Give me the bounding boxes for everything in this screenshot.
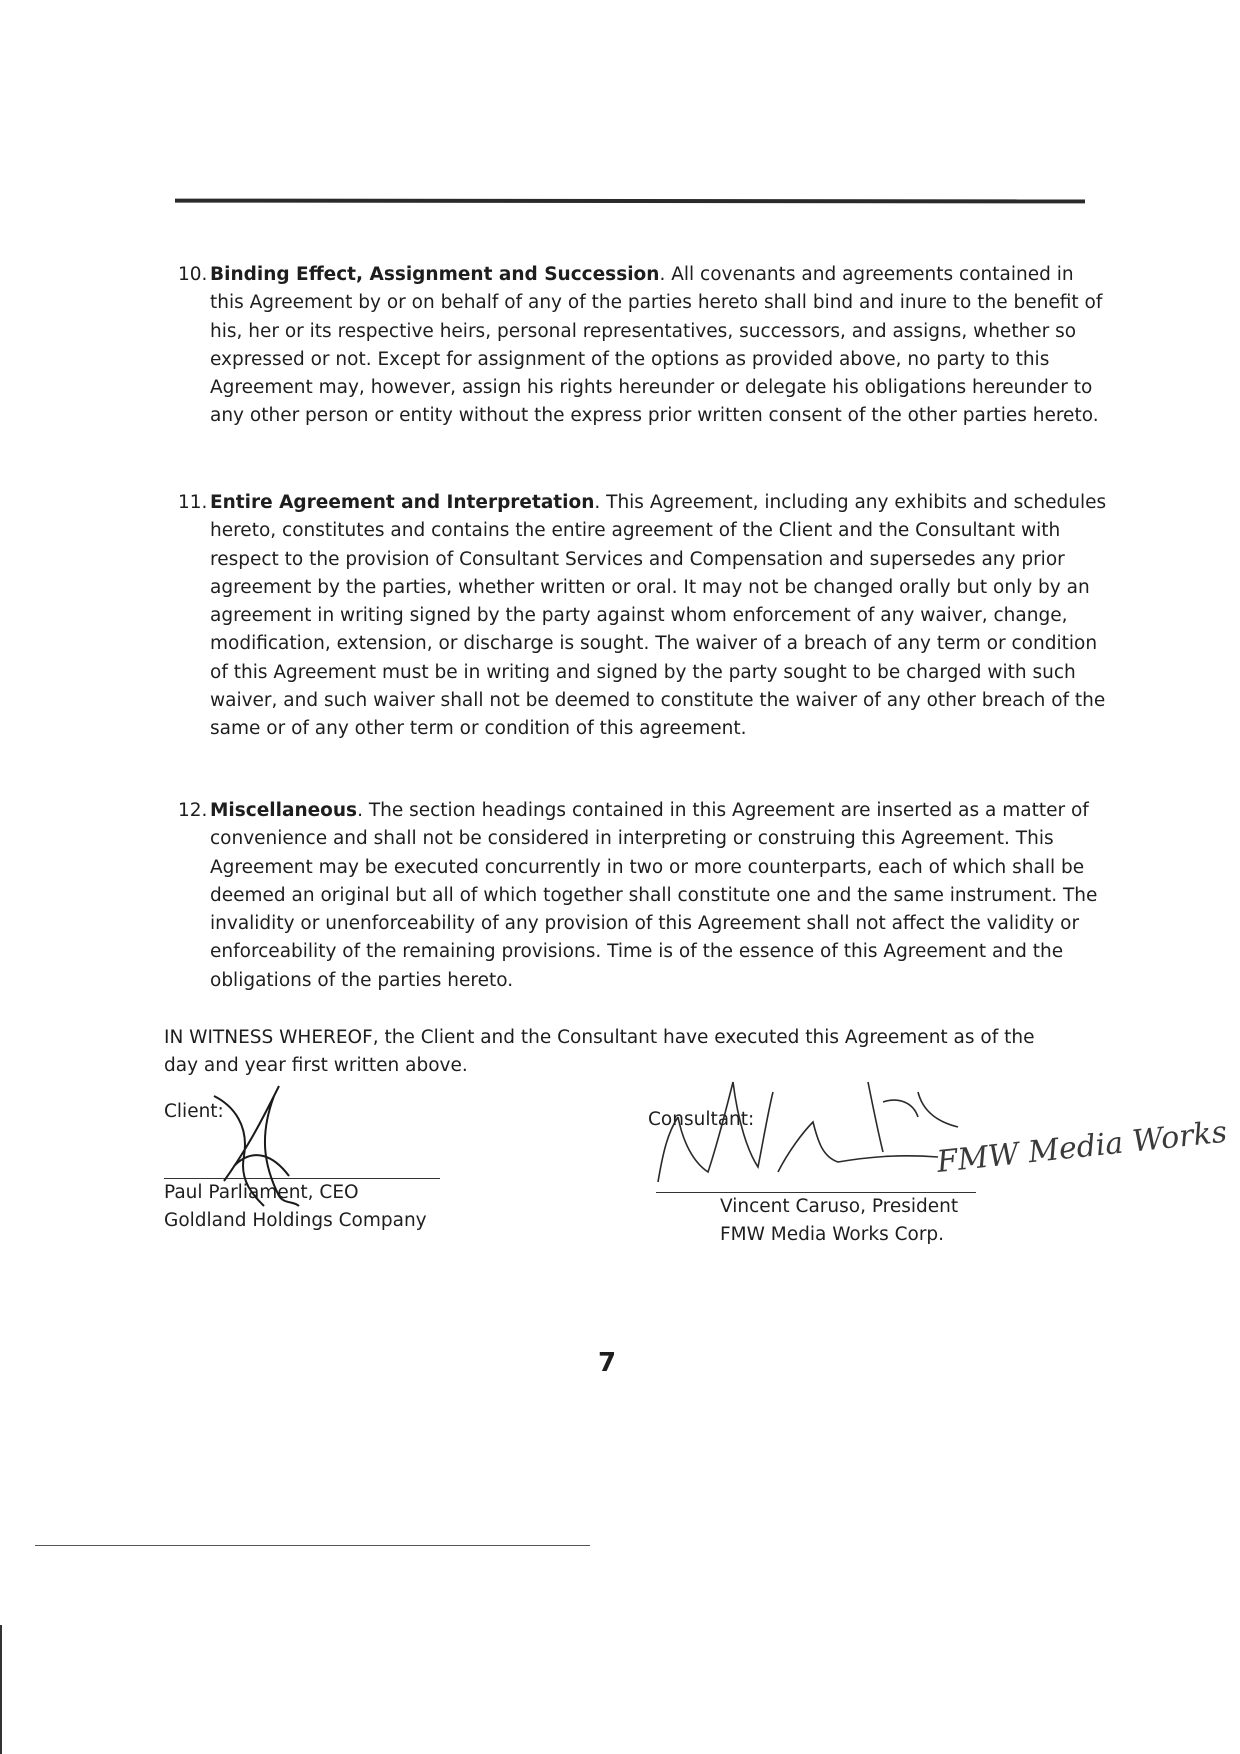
section-text: This Agreement, including any exhibits and schedules hereto, constitutes and contains the entire agreement of the Client and the Consultant with respect to the provision of Consultant Services and Compensation and supersedes any prior agreement by the parties, whether written or oral. It may not be changed orally but only by an agreement in writing signed by the party against whom enforcement of any waiver, change, modification, extension, or discharge is sought. The waiver of a breach of any term or condition of this Agreement must be in writing and signed by the party sought to be charged with such waiver, and such waiver shall not be deemed to constitute the waiver of any other breach of the same or of any other term or condition of this agreement. xyxy=(210,492,1107,740)
section-number: 12. xyxy=(178,800,208,821)
top-rule xyxy=(175,199,1085,204)
section-text: The section headings contained in this Agreement are inserted as a matter of convenience and shall not be considered in interpreting or construing this Agreement. This Agreement may be executed concurrently in two or more counterparts, each of which shall be deemed an original but all of which together shall constitute one and the same instrument. The invalidity or unenforceability of any provision of this Agreement shall not affect the validity or enforceability of the remaining provisions. Time is of the essence of this Agreement and the obligations of the parties hereto. xyxy=(210,800,1098,991)
section-heading: Entire Agreement and Interpretation xyxy=(210,492,595,513)
client-name: Paul Parliament, CEO xyxy=(164,1182,359,1203)
client-signature-block xyxy=(164,1098,454,1235)
witness-clause: IN WITNESS WHEREOF, the Client and the Consultant have executed this Agreement as of the day and year first written above. xyxy=(164,1027,1035,1076)
client-company: Goldland Holdings Company xyxy=(164,1210,427,1231)
section-heading: Miscellaneous xyxy=(210,800,358,821)
bottom-rule xyxy=(35,1545,590,1546)
section-text: All covenants and agreements contained in this Agreement by or on behalf of any of the parties hereto shall bind and inure to the benefit of his, her or its respective heirs, personal representatives, successors, and assigns, whether so expressed or not. Except for assignment of the options as provided above, no party to this Agreement may, however, assign his rights hereunder or delegate his obligations hereunder to any other person or entity without the express prior written consent of the other parties hereto. xyxy=(210,264,1103,427)
consultant-company: FMW Media Works Corp. xyxy=(720,1224,945,1245)
client-label: Client: xyxy=(164,1101,224,1122)
consultant-signature-block xyxy=(648,1106,1229,1249)
section-11: 11. Entire Agreement and Interpretation. This Agreement, including any exhibits and schedules hereto, constitutes and contains the entire agreement of the Client and the Consultant with respect to the provision of Consultant Services and Compensation and supersedes any prior agreement by the parties, whether written or oral. It may not be changed orally but only by an agreement in writing signed by the party against whom enforcement of any waiver, change, modification, extension, or discharge is sought. The waiver of a breach of any term or condition of this Agreement must be in writing and signed by the party sought to be charged with such waiver, and such waiver shall not be deemed to constitute the waiver of any other breach of the same or of any other term or condition of this agreement. xyxy=(178,489,1110,744)
scan-edge-mark xyxy=(0,1625,2,1754)
consultant-name: Vincent Caruso, President xyxy=(720,1196,959,1217)
consultant-label: Consultant: xyxy=(648,1109,755,1130)
page-number: 7 xyxy=(598,1348,617,1378)
section-number: 10. xyxy=(178,264,208,285)
section-10: 10. Binding Effect, Assignment and Succession. All covenants and agreements contained in this Agreement by or on behalf of any of the parties hereto shall bind and inure to the benefit of his, her or its respective heirs, personal representatives, successors, and assigns, whether so expressed or not. Except for assignment of the options as provided above, no party to this Agreement may, however, assign his rights hereunder or delegate his obligations hereunder to any other person or entity without the express prior written consent of the other parties hereto. xyxy=(178,261,1110,431)
section-heading: Binding Effect, Assignment and Succession xyxy=(210,264,660,285)
section-12: 12. Miscellaneous. The section headings contained in this Agreement are inserted as a matter of convenience and shall not be considered in interpreting or construing this Agreement. This Agreement may be executed concurrently in two or more counterparts, each of which shall be deemed an original but all of which together shall constitute one and the same instrument. The invalidity or unenforceability of any provision of this Agreement shall not affect the validity or enforceability of the remaining provisions. Time is of the essence of this Agreement and the obligations of the parties hereto. xyxy=(178,797,1110,995)
section-number: 11. xyxy=(178,492,208,513)
handwritten-company-signature: FMW Media Works xyxy=(935,1114,1229,1180)
